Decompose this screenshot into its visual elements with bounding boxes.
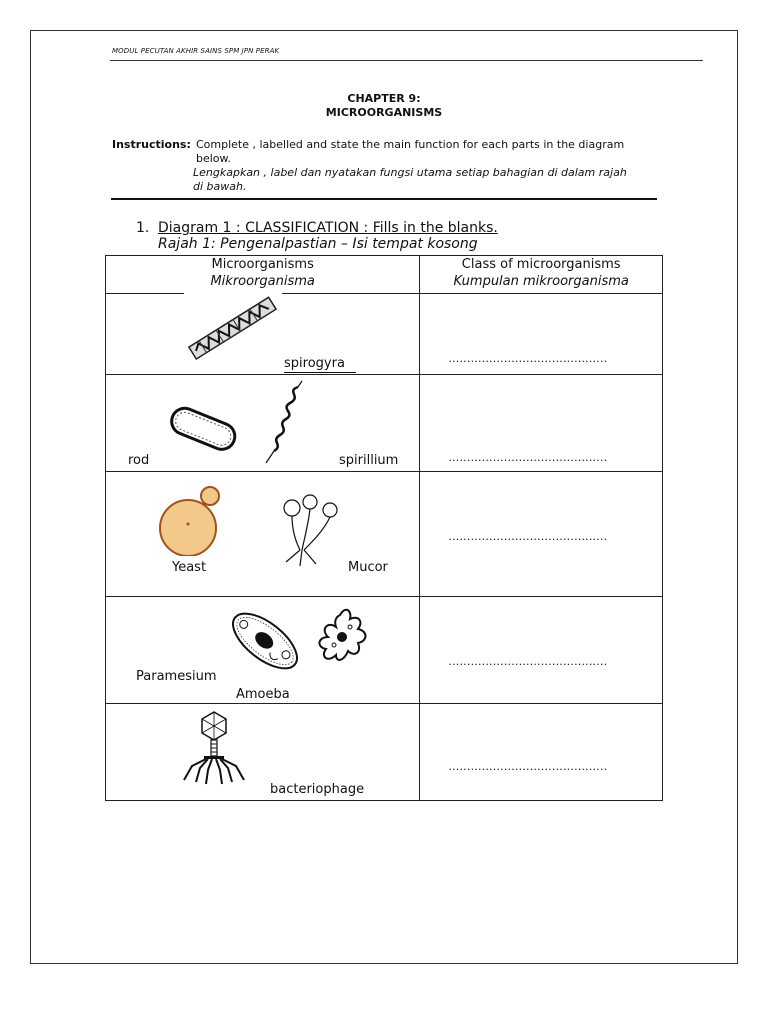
question-number: 1.	[136, 220, 150, 236]
table-row	[106, 597, 663, 704]
answer-blank: ...........................................	[448, 451, 608, 464]
label-amoeba: Amoeba	[236, 687, 290, 702]
label-paramesium: Paramesium	[136, 669, 217, 684]
class-answer-cell	[420, 375, 663, 472]
module-header: MODUL PECUTAN AKHIR SAINS SPM JPN PERAK	[112, 47, 280, 55]
label-spirillium: spirillium	[339, 453, 399, 468]
microorganism-cell	[106, 375, 420, 472]
instructions-divider	[111, 198, 657, 200]
classification-table	[105, 255, 663, 801]
mucor-icon	[252, 486, 348, 574]
microorganism-cell	[106, 294, 420, 375]
bacteriophage-icon	[162, 704, 266, 796]
table-row	[106, 375, 663, 472]
class-answer-cell	[420, 472, 663, 597]
amoeba-icon	[310, 601, 380, 685]
spirogyra-icon	[184, 293, 282, 365]
answer-blank: ...........................................	[448, 655, 608, 668]
paramecium-icon	[220, 597, 310, 685]
microorganism-cell	[106, 597, 420, 704]
rod-bacteria-icon	[152, 379, 250, 471]
col-class-header	[420, 256, 663, 294]
chapter-number: CHAPTER 9:	[347, 92, 421, 105]
label-mucor: Mucor	[348, 560, 388, 575]
header-divider	[110, 60, 703, 61]
col1-header-en: Microorganisms	[211, 257, 314, 272]
spirillum-icon	[256, 379, 320, 467]
class-answer-cell	[420, 704, 663, 801]
table-header-row	[106, 256, 663, 294]
label-yeast: Yeast	[172, 560, 207, 575]
chapter-title: MICROORGANISMS	[325, 106, 443, 119]
instructions-english-line1: Complete , labelled and state the main function for each parts in the diagram	[196, 138, 625, 151]
answer-blank: ...........................................	[448, 760, 608, 773]
col1-header-ms: Mikroorganisma	[210, 274, 315, 289]
instructions-malay	[193, 166, 638, 194]
table-row	[106, 294, 663, 375]
instructions-malay-line2: di bawah.	[193, 180, 247, 193]
col2-header-ms: Kumpulan mikroorganisma	[453, 274, 629, 289]
class-answer-cell	[420, 294, 663, 375]
label-spirogyra: spirogyra	[284, 356, 345, 371]
question-title: Diagram 1 : CLASSIFICATION : Fills in the blanks.	[158, 220, 498, 236]
label-underline	[284, 372, 356, 373]
answer-blank: ...........................................	[448, 530, 608, 543]
yeast-icon	[140, 474, 238, 560]
col2-header-en: Class of microorganisms	[461, 257, 621, 272]
instructions-malay-line1: Lengkapkan , label dan nyatakan fungsi utama setiap bahagian di dalam rajah	[193, 166, 627, 179]
microorganism-cell	[106, 472, 420, 597]
microorganism-cell	[106, 704, 420, 801]
class-answer-cell	[420, 597, 663, 704]
col-microorganisms-header	[106, 256, 420, 294]
answer-blank: ...........................................	[448, 352, 608, 365]
instructions-english	[196, 138, 636, 166]
table-row	[106, 472, 663, 597]
table-row	[106, 704, 663, 801]
label-rod: rod	[128, 453, 150, 468]
question-subtitle: Rajah 1: Pengenalpastian – Isi tempat kosong	[158, 236, 478, 252]
instructions-english-line2: below.	[196, 152, 232, 165]
label-bacteriophage: bacteriophage	[270, 782, 365, 797]
instructions-label: Instructions:	[112, 138, 191, 151]
